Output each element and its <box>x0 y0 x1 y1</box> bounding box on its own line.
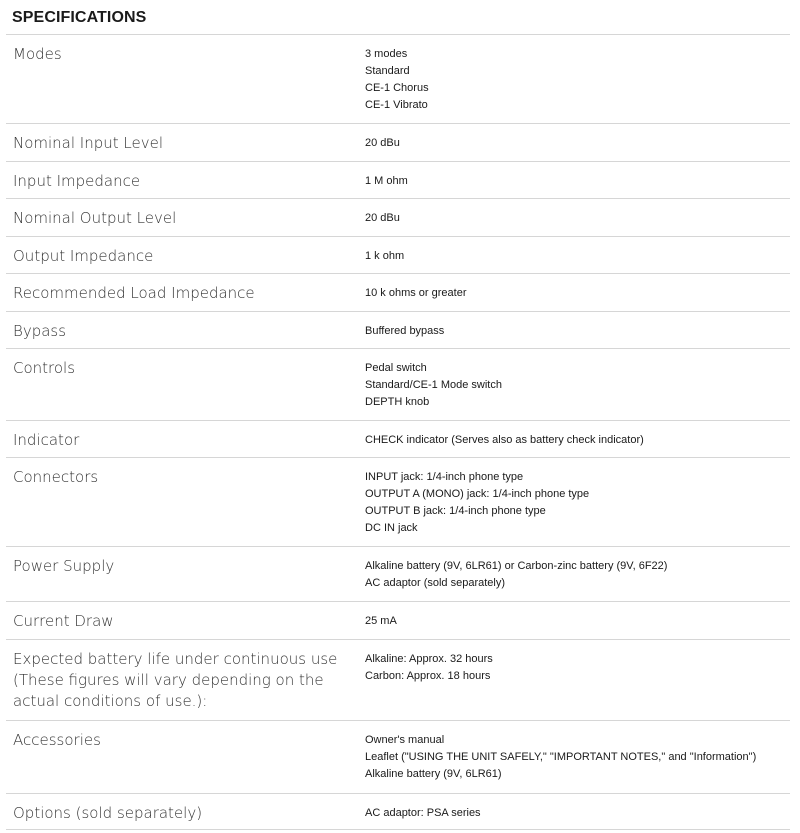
spec-label: Nominal Input Level <box>13 134 164 152</box>
spec-value: AC adaptor (sold separately) <box>365 577 506 589</box>
spec-value: Standard/CE-1 Mode switch <box>365 379 502 391</box>
spec-value: Pedal switch <box>365 362 427 374</box>
spec-row-nominal-output-level <box>6 199 790 237</box>
spec-label: Expected battery life under continuous use (These figures will vary depending on the actual conditions of use.): <box>13 650 338 710</box>
spec-value: 1 M ohm <box>365 175 408 187</box>
spec-row-options <box>6 794 790 830</box>
spec-label: Input Impedance <box>13 172 141 190</box>
spec-row-expected-battery-life <box>6 640 790 721</box>
spec-value: OUTPUT A (MONO) jack: 1/4-inch phone type <box>365 488 590 500</box>
spec-row-input-impedance <box>6 162 790 199</box>
spec-values <box>358 640 790 720</box>
spec-value: Buffered bypass <box>365 325 445 337</box>
spec-values <box>358 124 790 161</box>
spec-row-current-draw <box>6 602 790 640</box>
spec-values <box>358 312 790 348</box>
spec-value: AC adaptor: PSA series <box>365 807 481 819</box>
spec-label: Indicator <box>13 431 80 449</box>
spec-value: Alkaline battery (9V, 6LR61) or Carbon-zinc battery (9V, 6F22) <box>365 560 668 572</box>
spec-label: Accessories <box>13 731 101 749</box>
spec-label: Connectors <box>13 468 99 486</box>
spec-value: 20 dBu <box>365 212 400 224</box>
spec-value: INPUT jack: 1/4-inch phone type <box>365 471 524 483</box>
spec-values <box>358 274 790 311</box>
spec-value: 1 k ohm <box>365 250 405 262</box>
spec-values <box>358 349 790 420</box>
spec-values <box>358 162 790 198</box>
spec-label: Nominal Output Level <box>13 209 177 227</box>
spec-label: Recommended Load Impedance <box>13 284 255 302</box>
spec-label: Options (sold separately) <box>13 804 203 822</box>
spec-values <box>358 421 790 457</box>
spec-value: Carbon: Approx. 18 hours <box>365 670 491 682</box>
spec-value: 25 mA <box>365 615 397 627</box>
spec-values <box>358 547 790 601</box>
section-heading: SPECIFICATIONS <box>6 0 790 35</box>
spec-value: Leaflet ("USING THE UNIT SAFELY," "IMPORTANT NOTES," and "Information") <box>365 751 757 763</box>
spec-value: 20 dBu <box>365 137 400 149</box>
spec-values <box>358 237 790 273</box>
spec-values <box>358 602 790 639</box>
spec-label: Controls <box>13 359 76 377</box>
spec-values <box>358 458 790 546</box>
spec-value: Owner's manual <box>365 734 445 746</box>
spec-value: CE-1 Chorus <box>365 82 429 94</box>
spec-row-power-supply <box>6 547 790 602</box>
spec-value: DEPTH knob <box>365 396 430 408</box>
spec-row-modes <box>6 35 790 124</box>
spec-row-recommended-load-impedance <box>6 274 790 312</box>
spec-label: Power Supply <box>13 557 115 575</box>
spec-label: Modes <box>13 45 62 63</box>
spec-label: Bypass <box>13 322 67 340</box>
spec-label: Output Impedance <box>13 247 154 265</box>
spec-row-accessories <box>6 721 790 794</box>
spec-label: Current Draw <box>13 612 114 630</box>
spec-row-bypass <box>6 312 790 349</box>
spec-value: Alkaline battery (9V, 6LR61) <box>365 768 502 780</box>
spec-row-controls <box>6 349 790 421</box>
spec-value: DC IN jack <box>365 522 418 534</box>
spec-values <box>358 794 790 829</box>
spec-value: Standard <box>365 65 410 77</box>
spec-values <box>358 721 790 793</box>
specifications-table <box>6 0 790 830</box>
spec-value: 3 modes <box>365 48 408 60</box>
spec-value: CHECK indicator (Serves also as battery check indicator) <box>365 434 644 446</box>
spec-row-indicator <box>6 421 790 458</box>
spec-row-connectors <box>6 458 790 547</box>
spec-value: CE-1 Vibrato <box>365 99 428 111</box>
spec-value: 10 k ohms or greater <box>365 287 467 299</box>
spec-row-output-impedance <box>6 237 790 274</box>
spec-row-nominal-input-level <box>6 124 790 162</box>
spec-values <box>358 199 790 236</box>
spec-values <box>358 35 790 123</box>
spec-value: OUTPUT B jack: 1/4-inch phone type <box>365 505 546 517</box>
spec-value: Alkaline: Approx. 32 hours <box>365 653 493 665</box>
